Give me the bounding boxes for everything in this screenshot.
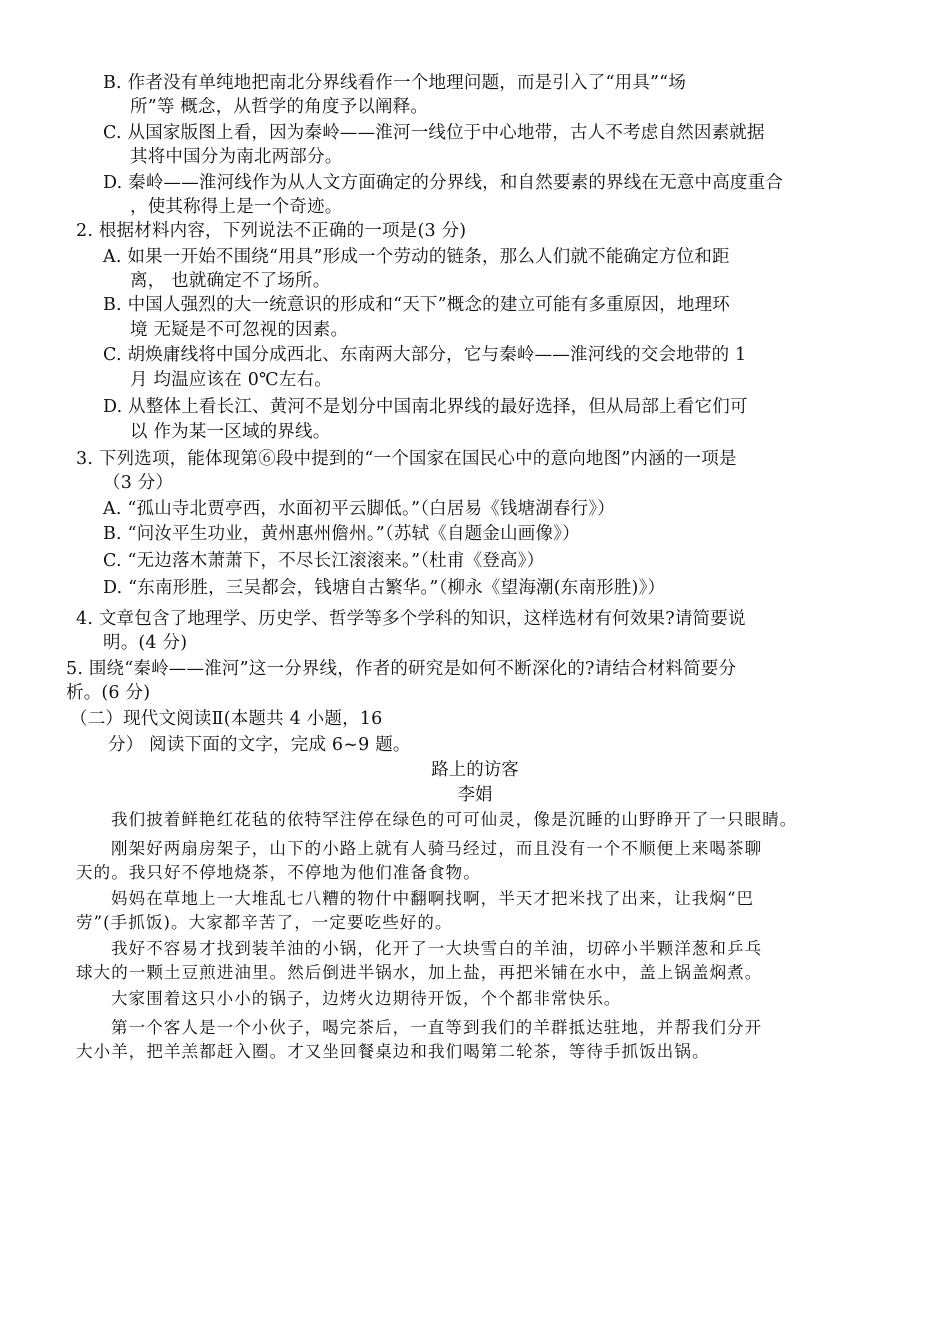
q2-option-a-line2: 离， 也就确定不了场所。 <box>130 271 331 291</box>
q1-option-c-line2: 其将中国分为南北两部分。 <box>130 147 343 167</box>
q3-option-a: A. “孤山寺北贾亭西，水面初平云脚低。”（白居易《钱塘湖春行》） <box>103 499 616 519</box>
q2-option-c-line2: 月 均温应该在 0℃左右。 <box>130 370 332 390</box>
q3-option-c: C. “无边落木萧萧下，不尽长江滚滚来。”（杜甫《登高》） <box>103 551 545 571</box>
story-paragraph-3-line2: 劳”(手抓饭)。大家都辛苦了，一定要吃些好的。 <box>76 913 453 932</box>
story-paragraph-2-line1: 刚架好两扇房架子，山下的小路上就有人骑马经过，而且没有一个不顺便上来喝茶聊 <box>111 839 763 858</box>
q5-line2: 析。(6 分) <box>66 683 151 703</box>
q2-option-b-line2: 境 无疑是不可忽视的因素。 <box>130 320 349 340</box>
q1-option-d-line1: D. 秦岭——淮河线作为从人文方面确定的分界线，和自然要素的界线在无意中高度重合 <box>103 173 784 193</box>
q3-option-d: D. “东南形胜，三吴都会，钱塘自古繁华。”（柳永《望海潮(东南形胜)》） <box>103 578 666 598</box>
story-paragraph-2-line2: 天的。我只好不停地烧茶，不停地为他们准备食物。 <box>76 863 481 882</box>
q3-stem-line2: （3 分） <box>103 473 174 493</box>
story-title: 路上的访客 <box>431 760 519 780</box>
q3-option-b: B. “问汝平生功业，黄州惠州儋州。”（苏轼《自题金山画像》） <box>103 524 580 544</box>
story-paragraph-4-line1: 我好不容易才找到装羊油的小锅，化开了一大块雪白的羊油，切碎小半颗洋葱和乒乓 <box>111 939 763 958</box>
q2-option-d-line2: 以 作为某一区域的界线。 <box>130 422 331 442</box>
q3-stem-line1: 3. 下列选项，能体现第⑥段中提到的“一个国家在国民心中的意向地图”内涵的一项是 <box>76 449 737 469</box>
story-paragraph-4-line2: 球大的一颗土豆煎进油里。然后倒进半锅水，加上盐，再把米铺在水中，盖上锅盖焖煮。 <box>76 963 763 982</box>
q2-option-c-line1: C. 胡焕庸线将中国分成西北、东南两大部分，它与秦岭——淮河线的交会地带的 1 <box>103 345 747 365</box>
story-paragraph-5: 大家围着这只小小的锅子，边烤火边期待开饭，个个都非常快乐。 <box>111 989 622 1008</box>
q2-option-a-line1: A. 如果一开始不围绕“用具”形成一个劳动的链条，那么人们就不能确定方位和距 <box>103 247 730 267</box>
q1-option-d-line2: ，使其称得上是一个奇迹。 <box>130 197 343 217</box>
section2-heading-line1: （二）现代文阅读Ⅱ(本题共 4 小题，16 <box>70 709 383 729</box>
story-paragraph-3-line1: 妈妈在草地上一大堆乱七八糟的物什中翻啊找啊，半天才把米找了出来，让我焖“巴 <box>111 889 755 908</box>
section2-heading-line2: 分） 阅读下面的文字，完成 6~9 题。 <box>108 735 411 755</box>
q2-option-b-line1: B. 中国人强烈的大一统意识的形成和“天下”概念的建立可能有多重原因，地理环 <box>103 295 730 315</box>
q1-option-c-line1: C. 从国家版图上看，因为秦岭——淮河一线位于中心地带，古人不考虑自然因素就据 <box>103 123 765 143</box>
story-paragraph-6-line2: 大小羊，把羊羔都赶入圈。才又坐回餐桌边和我们喝第二轮茶，等待手抓饭出锅。 <box>76 1042 710 1061</box>
q2-option-d-line1: D. 从整体上看长江、黄河不是划分中国南北界线的最好选择，但从局部上看它们可 <box>103 397 748 417</box>
story-paragraph-6-line1: 第一个客人是一个小伙子，喝完茶后，一直等到我们的羊群抵达驻地，并帮我们分开 <box>111 1018 763 1037</box>
q1-option-b-line1: B. 作者没有单纯地把南北分界线看作一个地理问题，而是引入了“用具”“场 <box>103 73 687 93</box>
q4-line2: 明。(4 分) <box>103 633 188 653</box>
q1-option-b-line2: 所”等 概念，从哲学的角度予以阐释。 <box>130 97 429 117</box>
q4-line1: 4. 文章包含了地理学、历史学、哲学等多个学科的知识，这样选材有何效果?请简要说 <box>76 609 746 629</box>
story-paragraph-1: 我们披着鲜艳红花毡的依特罕注停在绿色的可可仙灵，像是沉睡的山野睁开了一只眼睛。 <box>111 810 798 829</box>
q5-line1: 5. 围绕“秦岭——淮河”这一分界线，作者的研究是如何不断深化的?请结合材料简要分 <box>66 659 737 679</box>
q2-stem: 2. 根据材料内容，下列说法不正确的一项是(3 分) <box>76 221 467 241</box>
story-author: 李娟 <box>457 785 493 805</box>
